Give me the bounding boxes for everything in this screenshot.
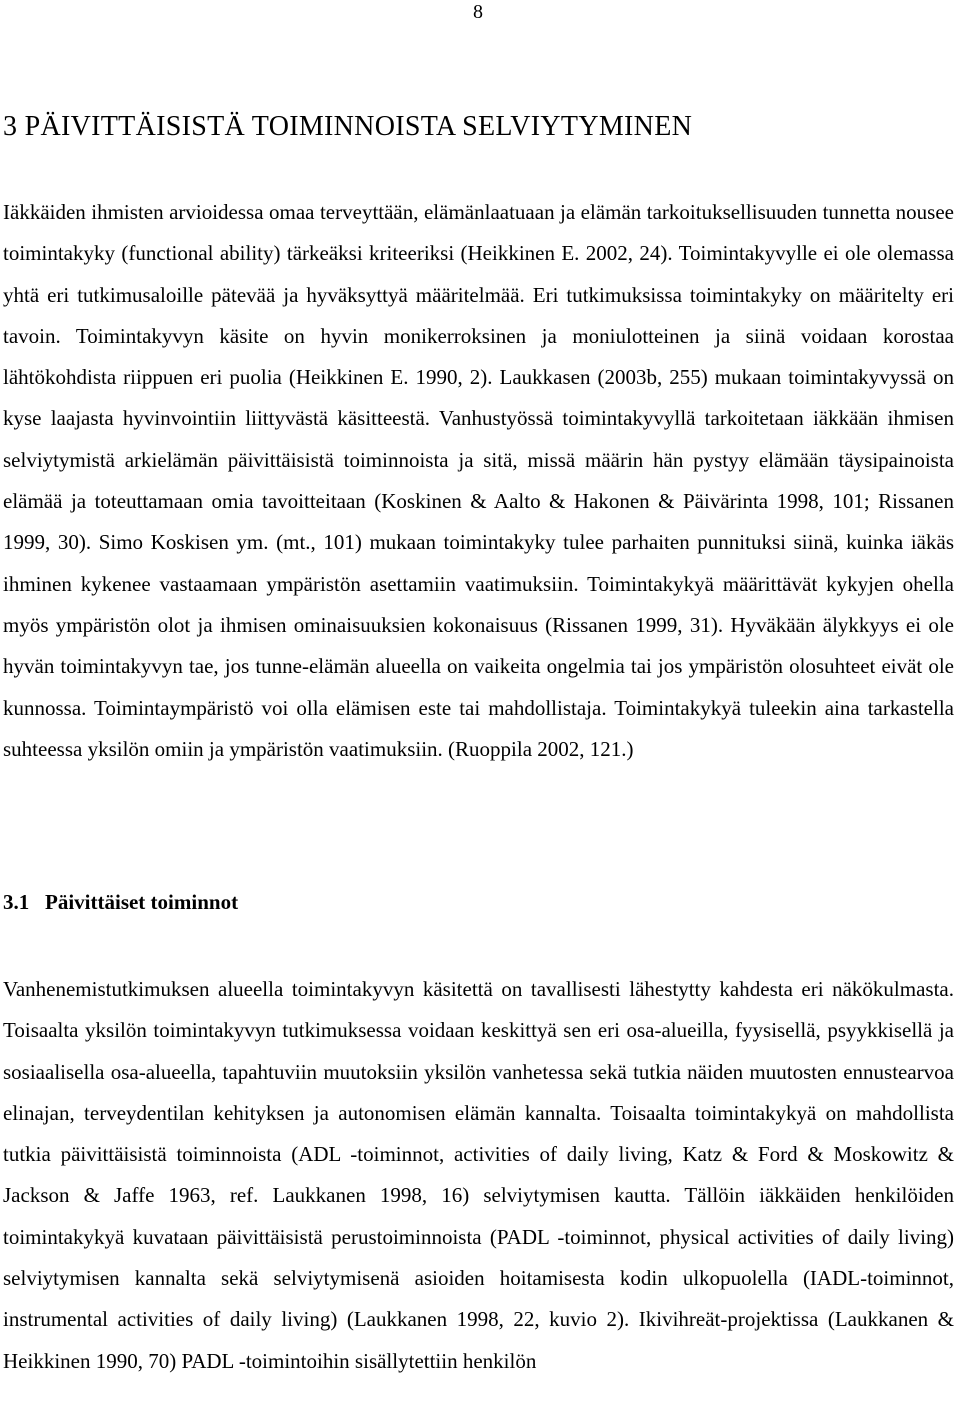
page-number: 8 xyxy=(473,1,483,23)
chapter-title: 3 PÄIVITTÄISISTÄ TOIMINNOISTA SELVIYTYMINEN xyxy=(3,111,693,142)
body-paragraph: Iäkkäiden ihmisten arvioidessa omaa terveyttään, elämänlaatuaan ja elämän tarkoituksellisuuden tunnetta nousee toimintakyky (functional ability) tärkeäksi kriteeriksi (Heikkinen E. 2002, 24). Toimintakyvylle ei ole olemassa yhtä eri tutkimusaloille pätevää ja hyväksyttyä määritelmää. Eri tutkimuksissa toimintakyky on määritelty eri tavoin. Toimintakyvyn käsite on hyvin monikerroksinen ja moniulotteinen ja siinä voidaan korostaa lähtökohdista riippuen eri puolia (Heikkinen E. 1990, 2). Laukkasen (2003b, 255) mukaan toimintakyvyssä on kyse laajasta hyvinvointiin liittyvästä käsitteestä. Vanhustyössä toimintakyvyllä tarkoitetaan iäkkään ihmisen selviytymistä arkielämän päivittäisistä toiminnoista ja sitä, missä määrin hän pystyy elämään täysipainoista elämää ja toteuttamaan omia tavoitteitaan (Koskinen & Aalto & Hakonen & Päivärinta 1998, 101; Rissanen 1999, 30). Simo Koskisen ym. (mt., 101) mukaan toimintakyky tulee parhaiten punnituksi siinä, kuinka iäkäs ihminen kykenee vastaamaan ympäristön asettamiin vaatimuksiin. Toimintakykyä määrittävät kykyjen ohella myös ympäristön olot ja ihmisen ominaisuuksien kokonaisuus (Rissanen 1999, 31). Hyväkään älykkyys ei ole hyvän toimintakyvyn tae, jos tunne-elämän alueella on vaikeita ongelmia tai jos ympäristön olosuhteet eivät ole kunnossa. Toimintaympäristö voi olla elämisen este tai mahdollistaja. Toimintakykyä tuleekin aina tarkastella suhteessa yksilön omiin ja ympäristön vaatimuksiin. (Ruoppila 2002, 121.) xyxy=(3,200,954,761)
body-paragraph: Vanhenemistutkimuksen alueella toimintakyvyn käsitettä on tavallisesti lähestytty kahdesta eri näkökulmasta. Toisaalta yksilön toimintakyvyn tutkimuksessa voidaan keskittyä sen eri osa-alueilla, fyysisellä, psyykkisellä ja sosiaalisella osa-alueella, tapahtuviin muutoksiin yksilön vanhetessa sekä tutkia näiden muutosten ennustearvoa elinajan, terveydentilan kehityksen ja autonomisen elämän kannalta. Toisaalta toimintakykyä on mahdollista tutkia päivittäisistä toiminnoista (ADL -toiminnot, activities of daily living, Katz & Ford & Moskowitz & Jackson & Jaffe 1963, ref. Laukkanen 1998, 16) selviytymisen kautta. Tällöin iäkkäiden henkilöiden toimintakykyä kuvataan päivittäisistä perustoiminnoista (PADL -toiminnot, physical activities of daily living) selviytymisen kannalta sekä selviytymisenä asioiden hoitamisesta kodin ulkopuolella (IADL-toiminnot, instrumental activities of daily living) (Laukkanen 1998, 22, kuvio 2). Ikivihreät-projektissa (Laukkanen & Heikkinen 1990, 70) PADL -toimintoihin sisällytettiin henkilön xyxy=(3,977,954,1373)
section-number: 3.1 xyxy=(3,890,30,914)
section-title: Päivittäiset toiminnot xyxy=(45,890,239,914)
section-heading xyxy=(3,890,238,915)
